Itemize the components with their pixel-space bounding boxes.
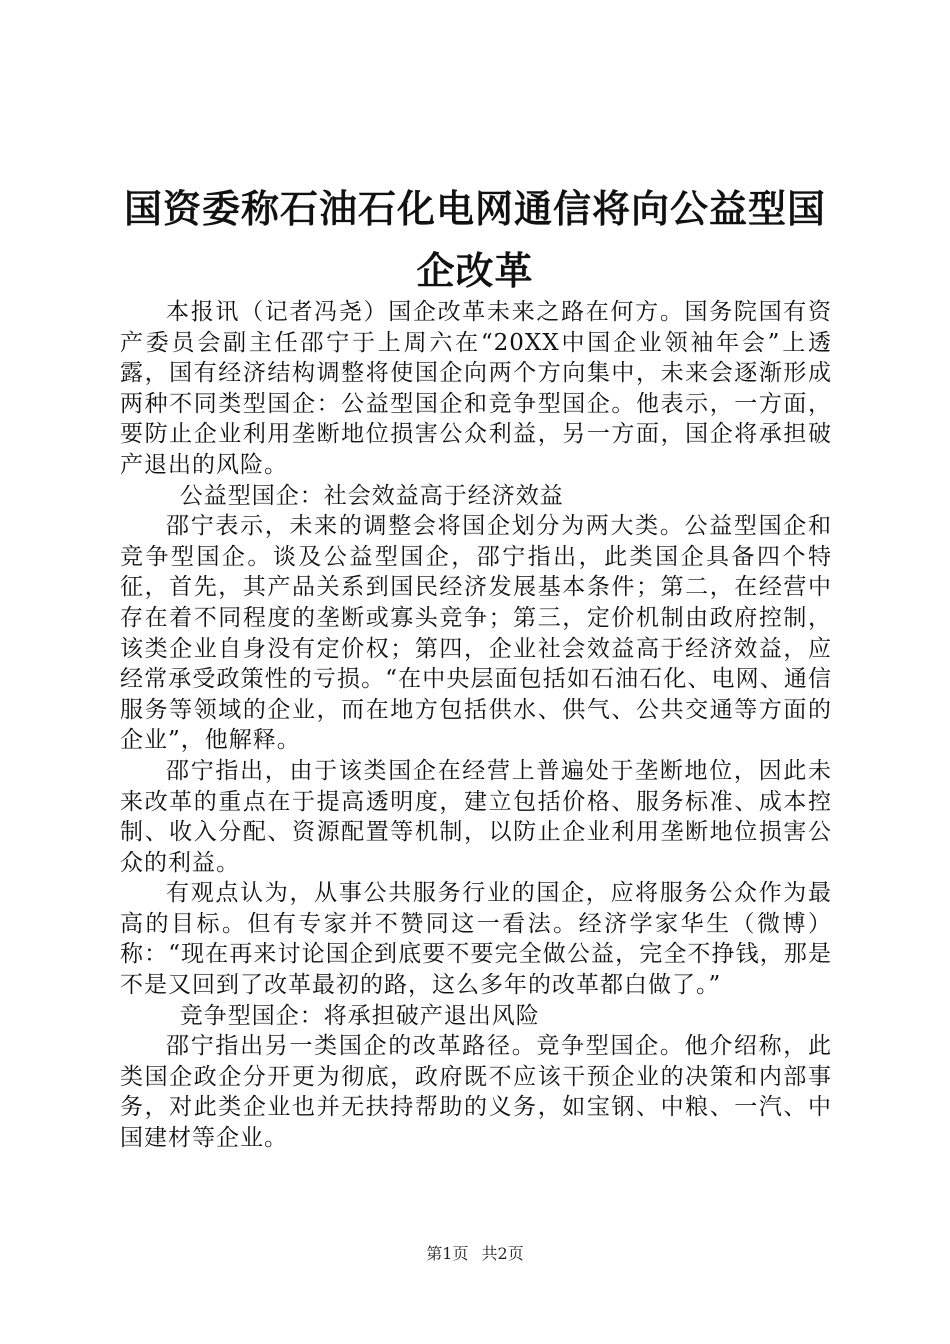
page-number: 第1页 [426,1244,469,1263]
paragraph-expert-view: 有观点认为，从事公共服务行业的国企，应将服务公众作为最高的目标。但有专家并不赞同这一看法。经济学家华生（微博）称：“现在再来讨论国企到底要不要完全做公益，完全不挣钱，那是不是又回到了改革最初的路，这么多年的改革都白做了。” [120,880,832,999]
paragraph-competitive-path: 邵宁指出另一类国企的改革路径。竞争型国企。他介绍称，此类国企政企分开更为彻底，政府既不应该干预企业的决策和内部事务，对此类企业也并无扶持帮助的义务，如宝钢、中粮、一汽、中国建材等企业。 [120,1033,832,1152]
section-heading-competitive: 竞争型国企：将承担破产退出风险 [179,1002,540,1029]
page-footer [0,1244,950,1264]
paragraph-public-welfare-features: 邵宁表示，未来的调整会将国企划分为两大类。公益型国企和竞争型国企。谈及公益型国企，邵宁指出，此类国企具备四个特征，首先，其产品关系到国民经济发展基本条件；第二，在经营中存在着不同程度的垄断或寡头竞争；第三，定价机制由政府控制，该类企业自身没有定价权；第四，企业社会效益高于经济效益，应经常承受政策性的亏损。“在中央层面包括如石油石化、电网、通信服务等领域的企业，而在地方包括供水、供气、公共交通等方面的企业”，他解释。 [120,513,832,754]
document-title: 国资委称石油石化电网通信将向公益型国企改革 [123,187,826,293]
paragraph-reform-focus: 邵宁指出，由于该类国企在经营上普遍处于垄断地位，因此未来改革的重点在于提高透明度，建立包括价格、服务标准、成本控制、收入分配、资源配置等机制，以防止企业利用垄断地位损害公众的利益。 [120,757,832,876]
section-heading-public-welfare: 公益型国企：社会效益高于经济效益 [179,482,564,509]
page-total: 共2页 [481,1244,524,1263]
paragraph-intro: 本报讯（记者冯尧）国企改革未来之路在何方。国务院国有资产委员会副主任邵宁于上周六在“20XX中国企业领袖年会”上透露，国有经济结构调整将使国企向两个方向集中，未来会逐渐形成两种不同类型国企：公益型国企和竞争型国企。他表示，一方面，要防止企业利用垄断地位损害公众利益，另一方面，国企将承担破产退出的风险。 [120,299,832,478]
article-body [120,297,832,1154]
